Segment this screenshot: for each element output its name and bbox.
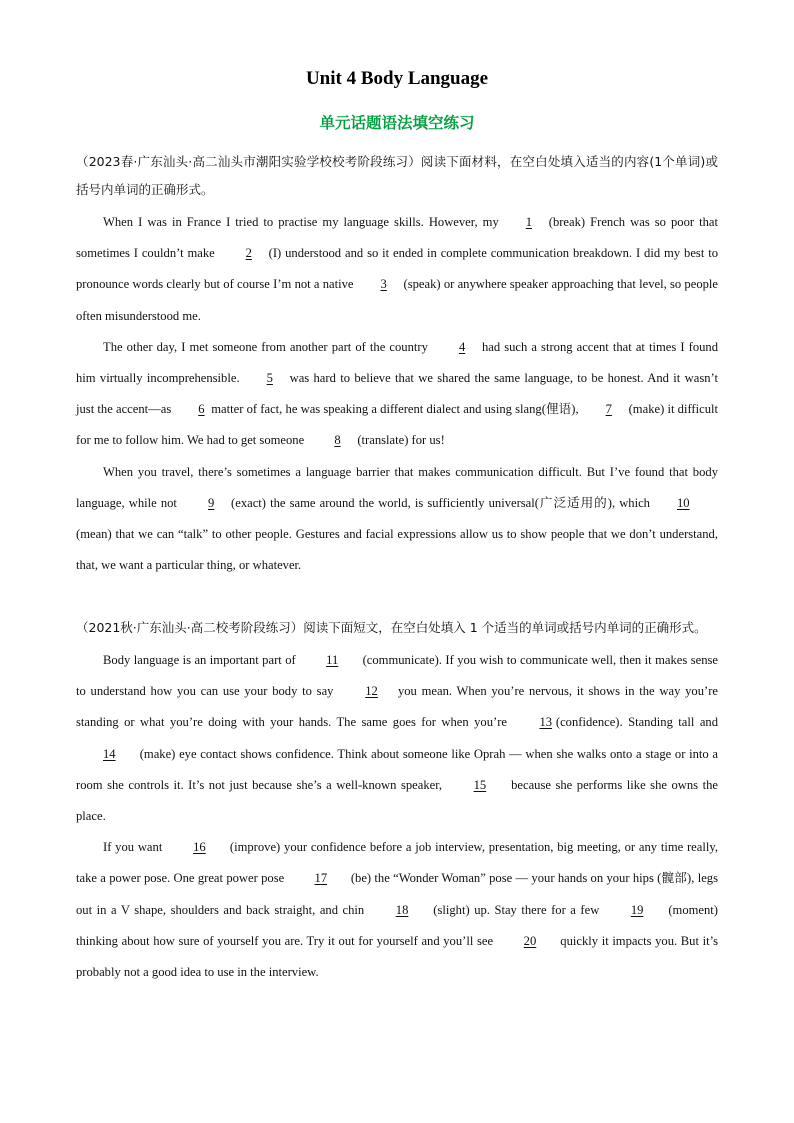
blank-17[interactable]: 17 — [314, 871, 328, 886]
blank-19[interactable]: 19 — [630, 902, 644, 917]
passage-text: had such a strong accent that at times I found him virtually incomprehensible. — [76, 339, 719, 386]
blank-1[interactable]: 1 — [525, 215, 533, 229]
passage-text: When you travel, there’s sometimes a language barrier that makes communication difficult. But I’ve found that body language, while not — [76, 464, 718, 510]
section-2-paragraph-2 — [76, 832, 718, 988]
section-1 — [76, 148, 718, 581]
passage-text: (confidence). Standing tall and — [550, 715, 718, 730]
blank-3[interactable]: 3 — [380, 277, 387, 292]
passage-text: because she performs like she owns the place. — [76, 777, 718, 824]
section-2-instruction: （2021秋·广东汕头·高二校考阶段练习）阅读下面短文，在空白处填入 1 个适当的单词或括号内单词的正确形式。 — [76, 620, 707, 635]
passage-text: When I was in France I tried to practise my language skills. However, my — [103, 215, 499, 229]
passage-text: (make) it difficult for me to follow him. We had to get someone — [76, 402, 719, 448]
passage-text: Body language is an important part of — [103, 653, 300, 667]
blank-2[interactable]: 2 — [245, 246, 252, 261]
passage-text: (translate) for us! — [357, 433, 445, 448]
blank-12[interactable]: 12 — [365, 684, 378, 699]
passage-text: (break) French was so poor that sometimes I couldn’t make — [76, 215, 718, 261]
blank-4[interactable]: 4 — [458, 339, 466, 354]
blank-7[interactable]: 7 — [605, 402, 612, 417]
passage-text: (be) the “Wonder Woman” pose — your hands on your hips (髋部), legs out in a V shape, shoulders and back straight, and chin — [76, 871, 718, 917]
blank-16[interactable]: 16 — [193, 840, 206, 855]
passage-text: was hard to believe that we shared the same language, to be honest. And it wasn’t just the accent—as — [76, 371, 718, 417]
passage-text: matter of fact, he was speaking a different dialect and using slang(俚语), — [211, 402, 579, 417]
passage-text: (communicate). If you wish to communicate well, then it makes sense to understand how you can use your body to say — [76, 653, 718, 699]
passage-text: quickly it impacts you. But it’s probably not a good idea to use in the interview. — [76, 933, 718, 980]
passage-text: (make) eye contact shows confidence. Think about someone like Oprah — when she walks onto a stage or into a room she controls it. It’s not just because she’s a well-known speaker, — [76, 746, 718, 792]
blank-20[interactable]: 20 — [523, 933, 537, 948]
passage-text: (slight) up. Stay there for a few — [428, 902, 604, 917]
section-1-paragraph-3 — [76, 457, 718, 582]
section-1-instruction: （2023春·广东汕头·高二汕头市潮阳实验学校校考阶段练习）阅读下面材料，在空白处填入适当的内容(1个单词)或括号内单词的正确形式。 — [76, 154, 718, 197]
blank-8[interactable]: 8 — [334, 433, 341, 448]
blank-14[interactable]: 14 — [103, 746, 116, 761]
page-title: Unit 4 Body Language — [305, 68, 489, 89]
passage-text: (speak) or anywhere speaker approaching that level, so people often misunderstood me. — [76, 277, 718, 323]
section-2-paragraph-1 — [76, 645, 718, 832]
section-2 — [76, 614, 718, 988]
passage-text: The other day, I met someone from another part of the country — [103, 339, 432, 354]
passage-text: (exact) the same around the world, is sufficiently universal(广泛适用的), which — [231, 495, 650, 510]
section-1-paragraph-2 — [76, 332, 718, 457]
passage-text: (moment) thinking about how sure of yourself you are. Try it out for yourself and you’ll see — [76, 902, 719, 948]
passage-text: (improve) your confidence before a job interview, presentation, big meeting, or any time really, take a power pose. One great power pose — [76, 840, 718, 886]
blank-11[interactable]: 11 — [326, 653, 339, 667]
passage-text: If you want — [103, 840, 167, 855]
blank-13[interactable]: 13 — [539, 715, 553, 730]
blank-15[interactable]: 15 — [473, 777, 487, 792]
blank-5[interactable]: 5 — [266, 371, 273, 386]
blank-6[interactable]: 6 — [198, 402, 205, 417]
blank-9[interactable]: 9 — [208, 495, 215, 510]
section-1-paragraph-1 — [76, 207, 718, 332]
passage-text: (I) understood and so it ended in complete communication breakdown. I did my best to pronounce words clearly but of course I’m not a native — [76, 246, 719, 292]
page-subtitle: 单元话题语法填空练习 — [319, 114, 475, 132]
blank-18[interactable]: 18 — [395, 902, 409, 917]
blank-10[interactable]: 10 — [676, 495, 690, 510]
passage-text: you mean. When you’re nervous, it shows in the way you’re standing or what you’re doing with your hands. The same goes for when you’re — [76, 684, 718, 730]
passage-text: (mean) that we can “talk” to other people. Gestures and facial expressions allow us to show people that we don’t understand, that, we want a particular thing, or whatever. — [76, 527, 718, 573]
